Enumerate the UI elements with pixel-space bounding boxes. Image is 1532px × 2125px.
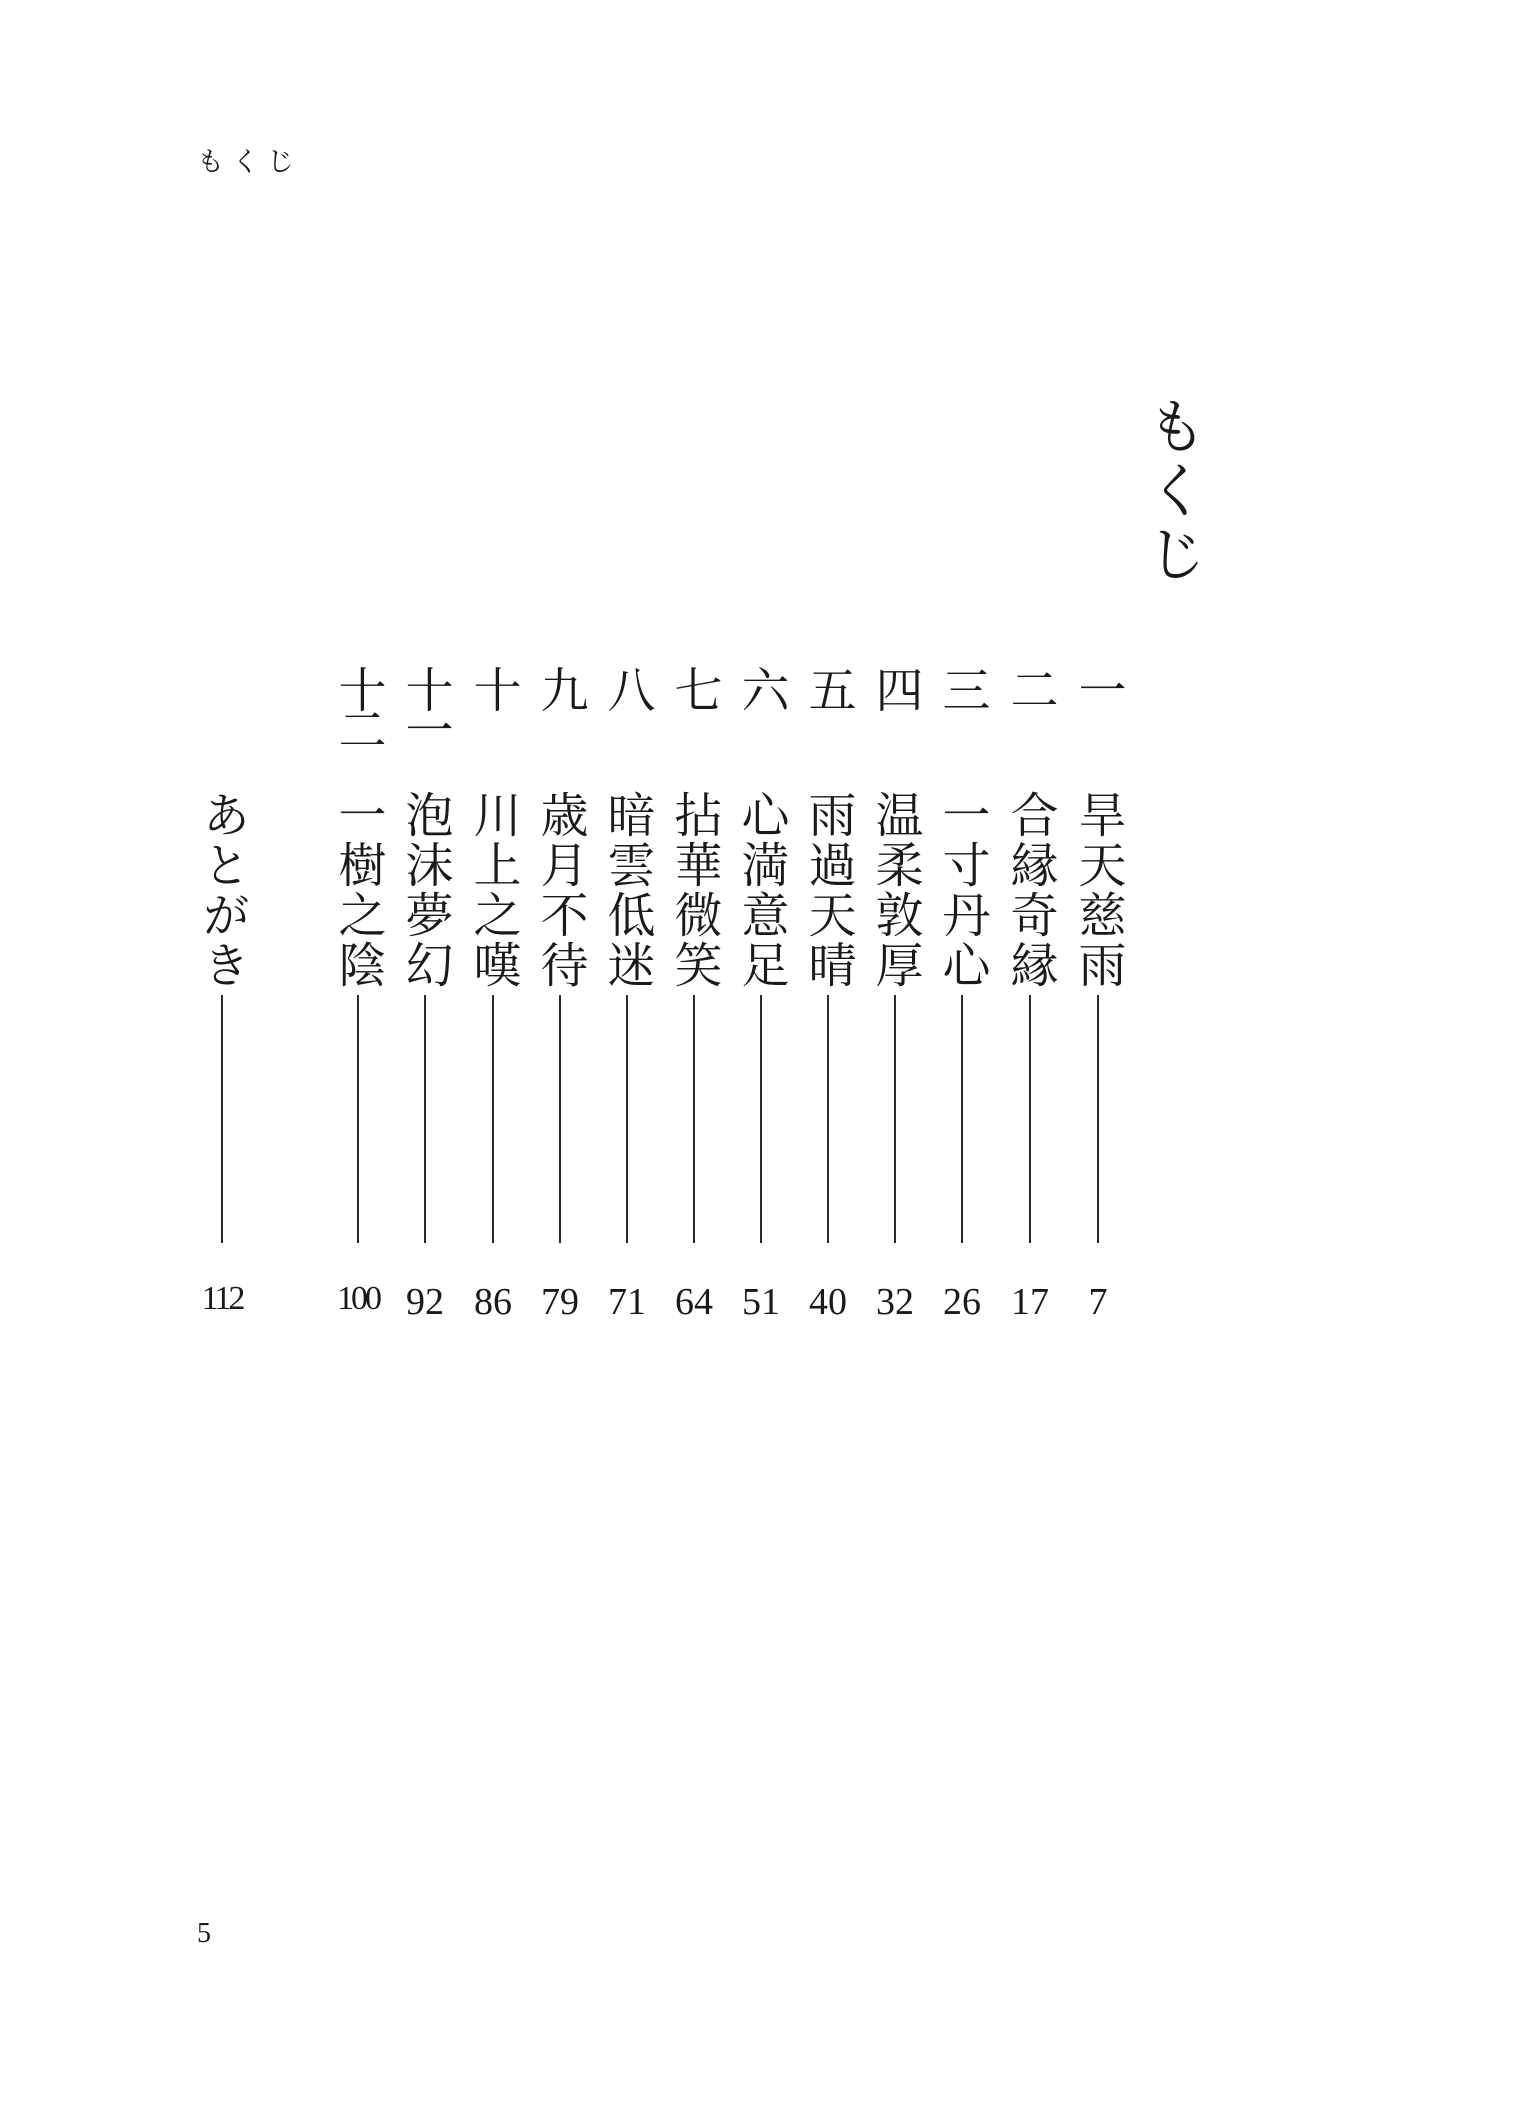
chapter-number: 一 bbox=[1070, 665, 1126, 713]
toc-entry-afterword[interactable] bbox=[188, 0, 256, 1400]
afterword-title: あとがき bbox=[194, 790, 250, 990]
toc-entry-10[interactable] bbox=[459, 0, 527, 1400]
chapter-number: 五 bbox=[800, 665, 856, 713]
toc-entry-6[interactable] bbox=[727, 0, 795, 1400]
leader-line bbox=[894, 995, 896, 1243]
leader-line bbox=[760, 995, 762, 1243]
chapter-number: 三 bbox=[934, 665, 990, 713]
chapter-title: 一樹之陰 bbox=[330, 790, 386, 990]
leader-line bbox=[221, 995, 223, 1243]
toc-entry-2[interactable] bbox=[996, 0, 1064, 1400]
leader-line bbox=[1097, 995, 1099, 1243]
chapter-title: 温柔敦厚 bbox=[867, 790, 923, 990]
leader-line bbox=[424, 995, 426, 1243]
chapter-title: 暗雲低迷 bbox=[599, 790, 655, 990]
page-number: 86 bbox=[474, 1281, 512, 1323]
afterword-page-number: 112 bbox=[201, 1280, 243, 1317]
chapter-number: 八 bbox=[599, 665, 655, 713]
leader-line bbox=[492, 995, 494, 1243]
leader-line bbox=[961, 995, 963, 1243]
chapter-number: 六 bbox=[733, 665, 789, 713]
chapter-title: 拈華微笑 bbox=[666, 790, 722, 990]
toc-entry-12[interactable] bbox=[324, 0, 392, 1400]
toc-entry-3[interactable] bbox=[928, 0, 996, 1400]
toc-entry-9[interactable] bbox=[526, 0, 594, 1400]
chapter-title: 雨過天晴 bbox=[800, 790, 856, 990]
page-number: 32 bbox=[876, 1281, 914, 1323]
leader-line bbox=[559, 995, 561, 1243]
page-number: 51 bbox=[742, 1281, 780, 1323]
toc-entry-4[interactable] bbox=[861, 0, 929, 1400]
leader-line bbox=[827, 995, 829, 1243]
toc-entry-8[interactable] bbox=[593, 0, 661, 1400]
running-head: もくじ bbox=[197, 147, 302, 178]
page-number: 100 bbox=[337, 1280, 379, 1317]
page-title: もくじ bbox=[1137, 395, 1207, 587]
page-number: 64 bbox=[675, 1281, 713, 1323]
chapter-number: 九 bbox=[532, 665, 588, 713]
page-number: 40 bbox=[809, 1281, 847, 1323]
leader-line bbox=[357, 995, 359, 1243]
chapter-title: 歳月不待 bbox=[532, 790, 588, 990]
chapter-title: 心満意足 bbox=[733, 790, 789, 990]
page-number: 7 bbox=[1088, 1281, 1108, 1323]
page-number: 71 bbox=[608, 1281, 646, 1323]
toc-entry-1[interactable] bbox=[1064, 0, 1132, 1400]
chapter-title: 旱天慈雨 bbox=[1070, 790, 1126, 990]
leader-line bbox=[626, 995, 628, 1243]
chapter-title: 一寸丹心 bbox=[934, 790, 990, 990]
chapter-number: 十 bbox=[465, 665, 521, 713]
toc-entry-7[interactable] bbox=[660, 0, 728, 1400]
leader-line bbox=[693, 995, 695, 1243]
page-number: 26 bbox=[943, 1281, 981, 1323]
page-number: 17 bbox=[1011, 1281, 1049, 1323]
page-number: 79 bbox=[541, 1281, 579, 1323]
chapter-number: 七 bbox=[666, 665, 722, 713]
chapter-number: 二 bbox=[1002, 665, 1058, 713]
leader-line bbox=[1029, 995, 1031, 1243]
page-number: 92 bbox=[406, 1281, 444, 1323]
chapter-title: 合縁奇縁 bbox=[1002, 790, 1058, 990]
chapter-number: 十一 bbox=[397, 665, 453, 745]
toc-entry-5[interactable] bbox=[794, 0, 862, 1400]
chapter-title: 川上之嘆 bbox=[465, 790, 521, 990]
page-folio: 5 bbox=[197, 1918, 211, 1949]
chapter-number: 十二 bbox=[330, 665, 386, 745]
chapter-number: 四 bbox=[867, 665, 923, 713]
chapter-title: 泡沫夢幻 bbox=[397, 790, 453, 990]
toc-entry-11[interactable] bbox=[391, 0, 459, 1400]
